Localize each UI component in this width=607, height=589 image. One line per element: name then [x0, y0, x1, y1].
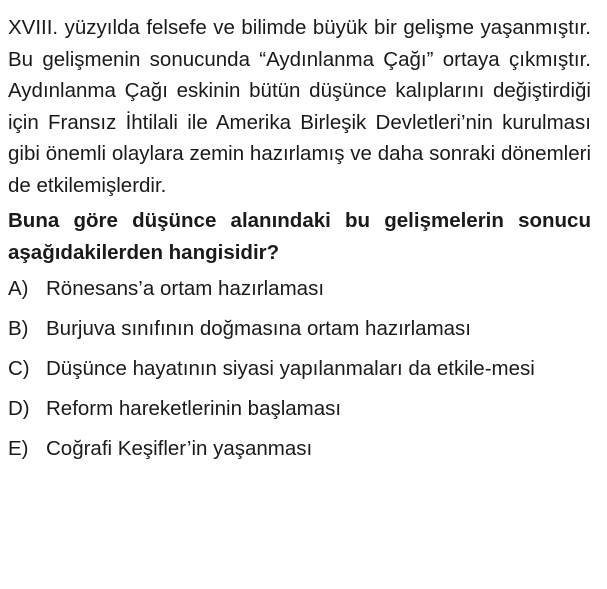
option-d[interactable] — [8, 394, 591, 424]
option-letter: E) — [8, 437, 29, 460]
option-letter: C) — [8, 357, 30, 380]
option-letter: A) — [8, 277, 29, 300]
option-text: Reform hareketlerinin başlaması — [46, 397, 342, 420]
option-text: Burjuva sınıfının doğmasına ortam hazırlaması — [46, 317, 472, 340]
option-letter: B) — [8, 317, 29, 340]
option-a[interactable] — [8, 274, 591, 304]
option-b[interactable] — [8, 314, 591, 344]
option-c[interactable] — [8, 354, 591, 384]
option-text: Rönesans’a ortam hazırlaması — [46, 277, 325, 300]
question-passage: XVIII. yüzyılda felsefe ve bilimde büyük bir gelişme yaşanmıştır. Bu gelişmenin sonucunda “Aydınlanma Çağı” ortaya çıkmıştır. Aydınlanma Çağı eskinin bütün düşünce kalıplarını değiştirdiği için Fransız İhtilali ile Amerika Birleşik Devletleri’nin kurulması gibi önemli olaylara zemin hazırlamış ve daha sonraki dönemleri de etkilemişlerdir. — [8, 16, 591, 197]
answer-options — [8, 274, 591, 464]
option-text: Düşünce hayatının siyasi yapılanmaları da etkile-mesi — [46, 357, 535, 380]
option-text: Coğrafi Keşifler’in yaşanması — [46, 437, 313, 460]
option-e[interactable] — [8, 434, 591, 464]
question-stem: Buna göre düşünce alanındaki bu gelişmelerin sonucu aşağıdakilerden hangisidir? — [8, 209, 591, 264]
question-card — [8, 12, 591, 474]
option-letter: D) — [8, 397, 30, 420]
